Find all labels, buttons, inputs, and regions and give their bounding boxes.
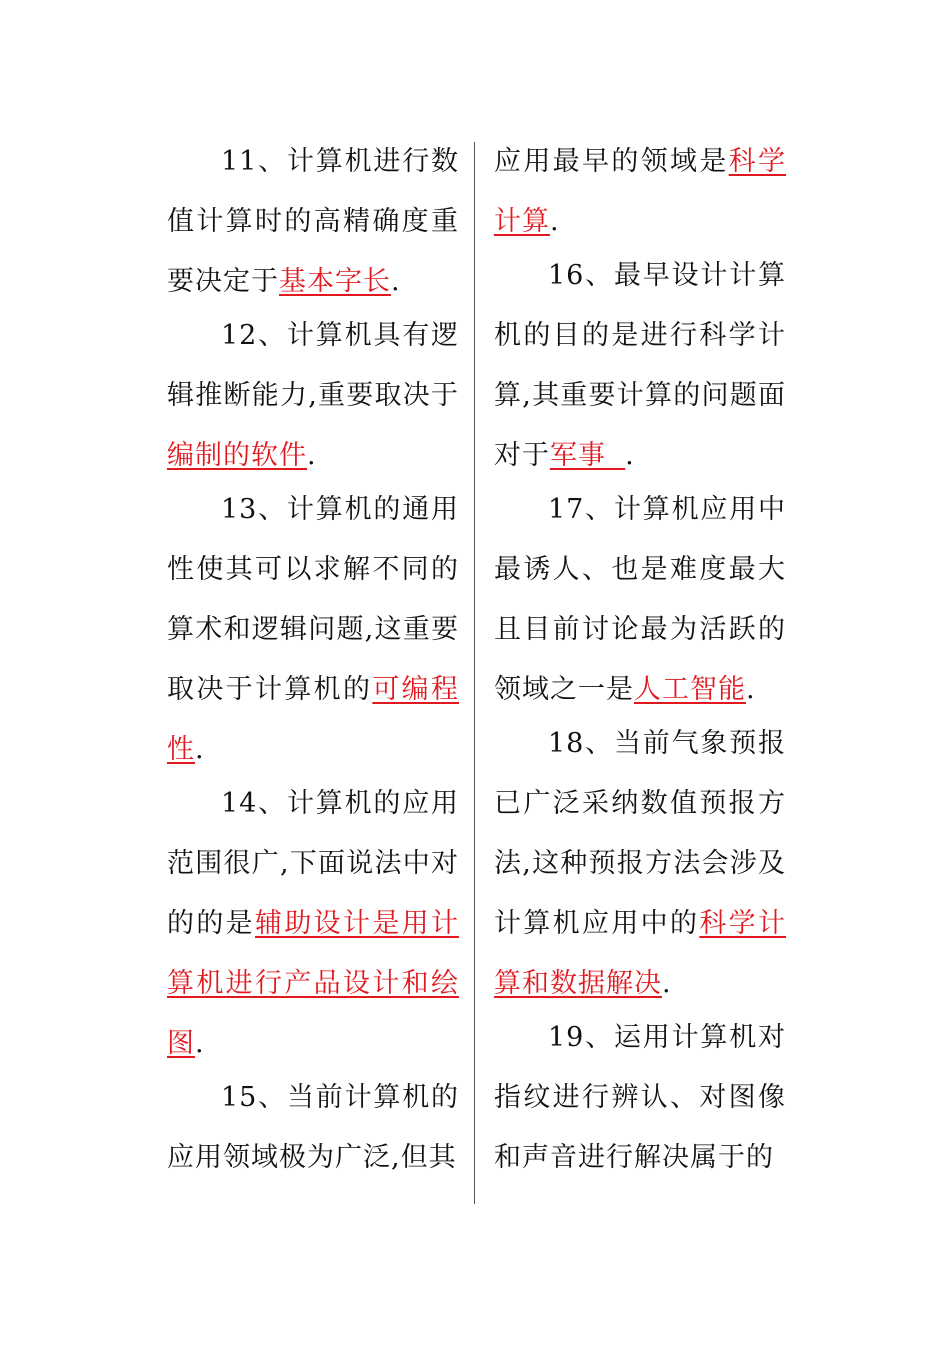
question-number: 14、 xyxy=(221,788,287,819)
question-end: . xyxy=(746,674,756,705)
question-number: 16、 xyxy=(548,260,614,291)
column-divider xyxy=(474,142,475,1204)
question-text: 运用计算机对指纹进行辨认、对图像和声音进行解决属于的 xyxy=(494,1022,786,1173)
question-text: 应用最早的领域是 xyxy=(494,146,729,177)
question-text: 计算机具有逻辑推断能力,重要取决于 xyxy=(167,320,459,411)
question-text: 最早设计计算机的目的是进行科学计算,其重要计算的问题面对于 xyxy=(494,260,786,471)
question-end: . xyxy=(550,206,560,237)
question-number: 12、 xyxy=(221,320,287,351)
question-number: 11、 xyxy=(221,146,287,177)
question-end: . xyxy=(307,440,317,471)
answer-text: 编制的软件 xyxy=(167,440,307,471)
question-18 xyxy=(494,714,786,1014)
question-number: 17、 xyxy=(548,494,614,525)
answer-text: 可编程性 xyxy=(167,674,460,765)
question-16 xyxy=(494,246,786,486)
question-text: 计算机的通用性使其可以求解不同的算术和逻辑问题,这重要取决于计算机的 xyxy=(167,494,459,705)
question-19 xyxy=(494,1008,786,1188)
question-number: 19、 xyxy=(548,1022,614,1053)
answer-text: 基本字长 xyxy=(279,266,391,297)
question-number: 18、 xyxy=(548,728,614,759)
question-text: 计算机的应用范围很广,下面说法中对的的是 xyxy=(167,788,459,939)
left-column xyxy=(167,132,459,1188)
question-end: . xyxy=(662,968,672,999)
question-number: 13、 xyxy=(221,494,287,525)
question-end: . xyxy=(195,734,205,765)
question-15 xyxy=(167,1068,459,1188)
right-column xyxy=(494,132,786,1188)
question-end: . xyxy=(625,440,635,471)
question-end: . xyxy=(391,266,401,297)
answer-text: 军事 xyxy=(550,440,626,471)
question-11 xyxy=(167,132,459,312)
question-12 xyxy=(167,306,459,486)
question-text: 当前计算机的应用领域极为广泛,但其 xyxy=(167,1082,459,1173)
question-15-continued xyxy=(494,132,786,252)
question-17 xyxy=(494,480,786,720)
question-end: . xyxy=(195,1028,205,1059)
answer-text: 科学计算 xyxy=(494,146,787,237)
answer-text: 科学计算和数据解决 xyxy=(494,908,787,999)
question-14 xyxy=(167,774,459,1074)
question-text: 计算机进行数值计算时的高精确度重要决定于 xyxy=(167,146,459,297)
question-13 xyxy=(167,480,459,780)
answer-text: 人工智能 xyxy=(634,674,746,705)
question-text: 当前气象预报已广泛采纳数值预报方法,这种预报方法会涉及计算机应用中的 xyxy=(494,728,786,939)
question-number: 15、 xyxy=(221,1082,287,1113)
question-text: 计算机应用中最诱人、也是难度最大且目前讨论最为活跃的领域之一是 xyxy=(494,494,786,705)
answer-text: 辅助设计是用计算机进行产品设计和绘图 xyxy=(167,908,459,1059)
